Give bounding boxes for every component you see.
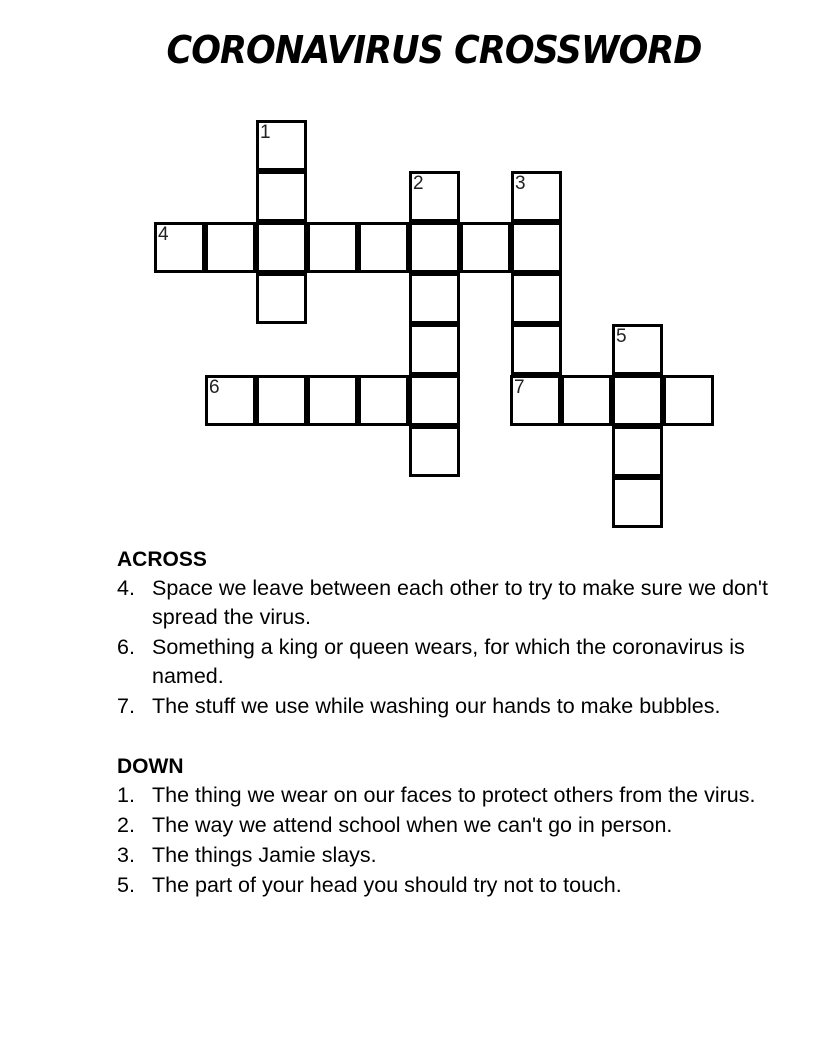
crossword-cell[interactable] <box>256 120 307 171</box>
down-heading: DOWN <box>117 755 184 778</box>
across-heading: ACROSS <box>117 548 207 571</box>
crossword-cell[interactable] <box>409 375 460 426</box>
clue-text: The thing we wear on our faces to protect others from the virus. <box>152 783 756 807</box>
crossword-cell[interactable] <box>511 324 562 375</box>
clue-number: 3. <box>117 843 135 867</box>
down-clue <box>117 811 777 840</box>
clue-number: 6 <box>209 377 220 398</box>
crossword-cell[interactable] <box>612 477 663 528</box>
across-clue <box>117 633 777 691</box>
clue-text: The stuff we use while washing our hands to make bubbles. <box>152 694 721 718</box>
crossword-cell[interactable] <box>358 222 409 273</box>
across-section <box>117 546 777 721</box>
clue-number: 4. <box>117 576 135 600</box>
clue-number: 7. <box>117 694 135 718</box>
crossword-cell[interactable] <box>154 222 205 273</box>
across-clue <box>117 574 777 632</box>
crossword-cell[interactable] <box>663 375 714 426</box>
crossword-cell[interactable] <box>409 273 460 324</box>
across-clue <box>117 692 777 721</box>
crossword-cell[interactable] <box>307 375 358 426</box>
clue-number: 4 <box>158 224 169 245</box>
crossword-cell[interactable] <box>256 273 307 324</box>
clue-number: 5. <box>117 873 135 897</box>
crossword-cell[interactable] <box>256 171 307 222</box>
crossword-cell[interactable] <box>256 222 307 273</box>
page-title: CORONAVIRUS CROSSWORD <box>166 28 702 72</box>
clue-number: 3 <box>515 173 526 194</box>
crossword-cell[interactable] <box>409 222 460 273</box>
crossword-cell[interactable] <box>409 426 460 477</box>
down-clue <box>117 841 777 870</box>
down-section <box>117 753 777 900</box>
clue-number: 5 <box>616 326 627 347</box>
down-clue <box>117 781 777 810</box>
crossword-cell[interactable] <box>612 324 663 375</box>
clue-number: 2. <box>117 813 135 837</box>
crossword-cell[interactable] <box>511 222 562 273</box>
crossword-cell[interactable] <box>409 324 460 375</box>
crossword-cell[interactable] <box>409 171 460 222</box>
crossword-cell[interactable] <box>358 375 409 426</box>
down-clue <box>117 871 777 900</box>
crossword-cell[interactable] <box>256 375 307 426</box>
clue-number: 1. <box>117 783 135 807</box>
clue-number: 7 <box>514 377 525 398</box>
clue-number: 6. <box>117 635 135 659</box>
crossword-cell[interactable] <box>612 426 663 477</box>
clue-text: The way we attend school when we can't go in person. <box>152 813 673 837</box>
clue-text: The part of your head you should try not to touch. <box>152 873 622 897</box>
clue-text: The things Jamie slays. <box>152 843 377 867</box>
clue-text: Something a king or queen wears, for which the coronavirus is named. <box>152 635 745 688</box>
crossword-cell[interactable] <box>205 375 256 426</box>
crossword-cell[interactable] <box>511 171 562 222</box>
crossword-cell[interactable] <box>510 375 561 426</box>
crossword-cell[interactable] <box>612 375 663 426</box>
crossword-cell[interactable] <box>205 222 256 273</box>
crossword-cell[interactable] <box>511 273 562 324</box>
crossword-cell[interactable] <box>460 222 511 273</box>
crossword-cell[interactable] <box>307 222 358 273</box>
clue-list <box>117 546 777 901</box>
clue-number: 1 <box>260 122 271 143</box>
clue-text: Space we leave between each other to try to make sure we don't spread the virus. <box>152 576 769 629</box>
clue-number: 2 <box>413 173 424 194</box>
crossword-cell[interactable] <box>561 375 612 426</box>
